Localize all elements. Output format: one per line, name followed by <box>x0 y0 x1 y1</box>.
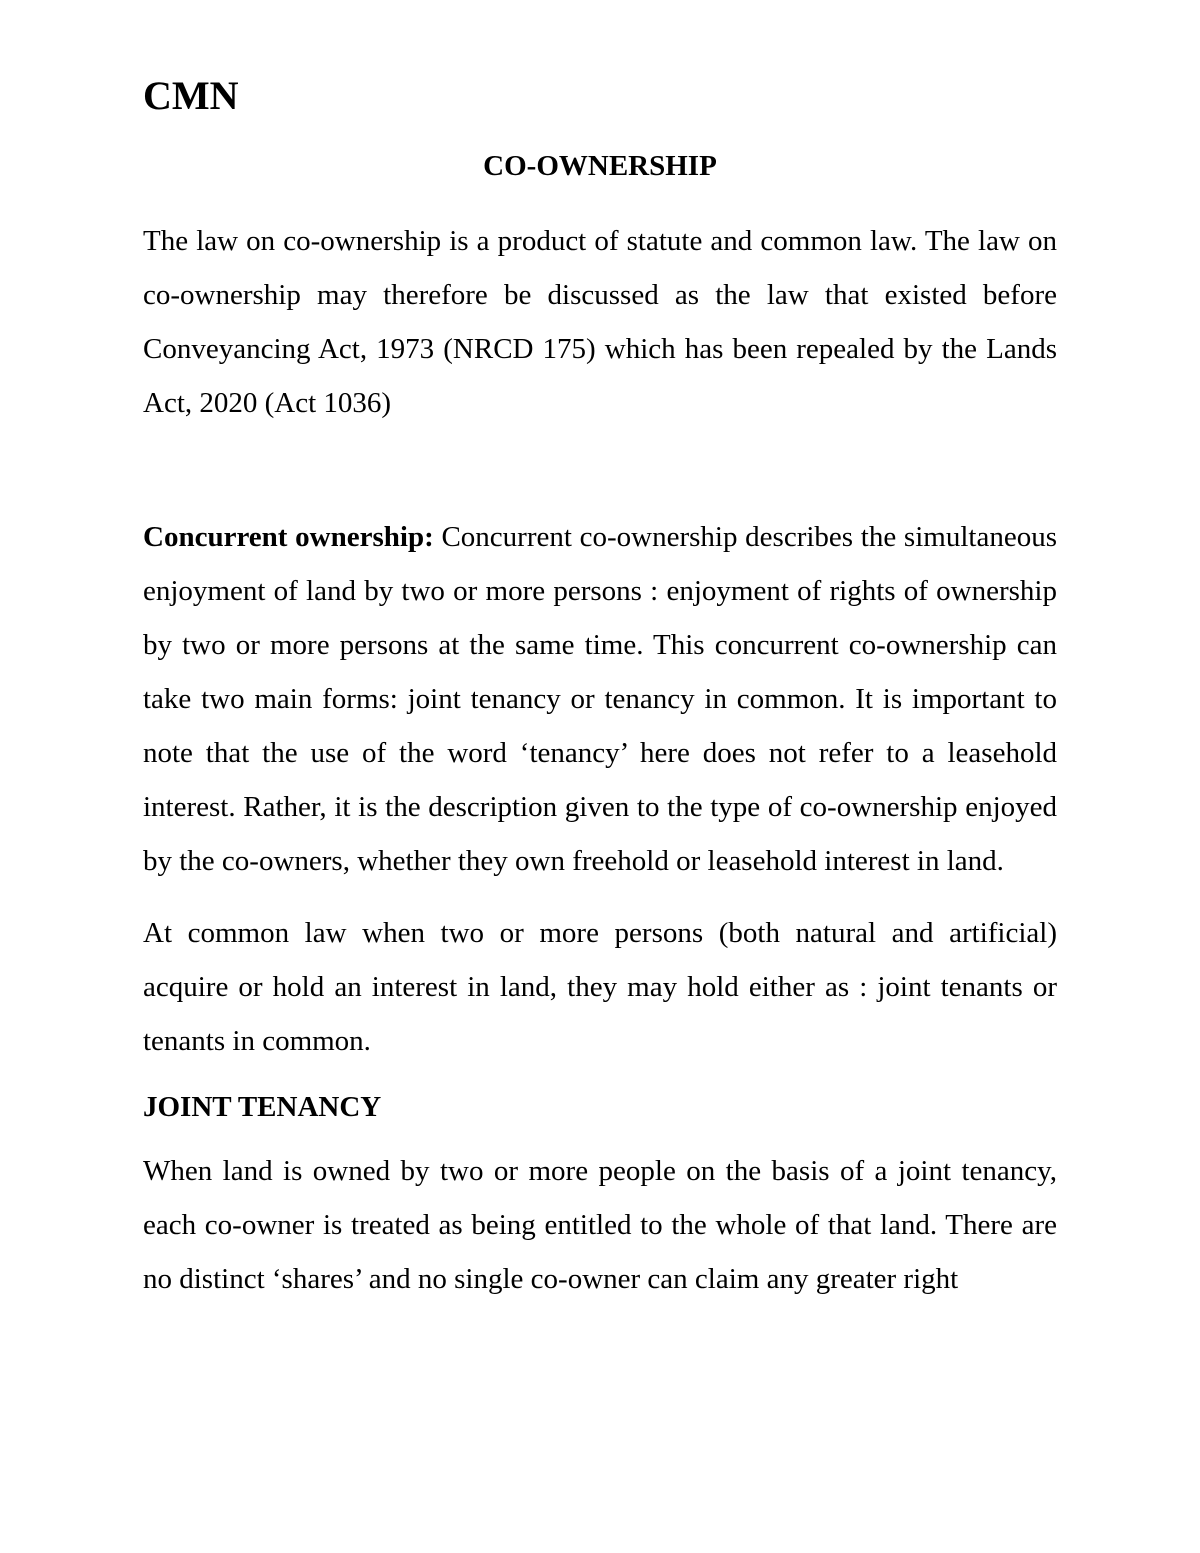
concurrent-ownership-paragraph <box>143 510 1057 888</box>
spacer <box>143 888 1057 906</box>
common-law-paragraph: At common law when two or more persons (both natural and artificial) acquire or hold an interest in land, they may hold either as : joint tenants or tenants in common. <box>143 917 1057 1057</box>
spacer <box>143 430 1057 510</box>
concurrent-ownership-text: Concurrent co-ownership describes the simultaneous enjoyment of land by two or more persons : enjoyment of rights of ownership by two or more persons at the same time. This concurrent co-ownership can take two main forms: joint tenancy or tenancy in common. It is important to note that the use of the word ‘tenancy’ here does not refer to a leasehold interest. Rather, it is the description given to the type of co-ownership enjoyed by the co-owners, whether they own freehold or leasehold interest in land. <box>143 521 1057 877</box>
joint-tenancy-heading: JOINT TENANCY <box>143 1091 382 1123</box>
document-body <box>143 70 1057 1306</box>
joint-tenancy-paragraph: When land is owned by two or more people on the basis of a joint tenancy, each co-owner is treated as being entitled to the whole of that land. There are no distinct ‘shares’ and no single co-owner can claim any greater right <box>143 1155 1057 1295</box>
document-title: CO-OWNERSHIP <box>483 150 717 182</box>
concurrent-ownership-lead: Concurrent ownership: <box>143 521 434 553</box>
intro-paragraph: The law on co-ownership is a product of statute and common law. The law on co-ownership may therefore be discussed as the law that existed before Conveyancing Act, 1973 (NRCD 175) which has been repealed by the Lands Act, 2020 (Act 1036) <box>143 225 1057 419</box>
header-mark: CMN <box>143 73 239 118</box>
